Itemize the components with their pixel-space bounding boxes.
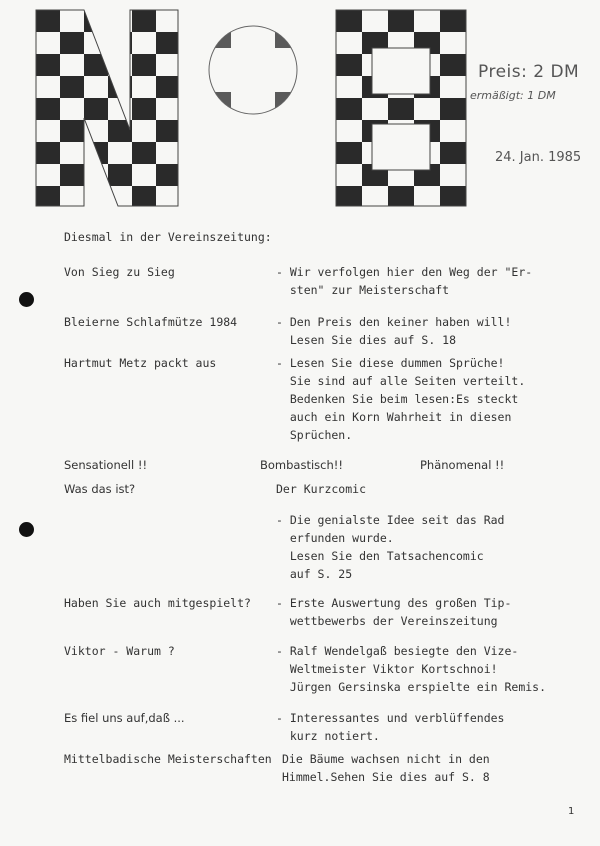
- contents-item-desc: Die Bäume wachsen nicht in den Himmel.Sehen Sie dies auf S. 8: [282, 752, 490, 784]
- page-number: 1: [568, 806, 575, 817]
- contents-item-title: Viktor - Warum ?: [64, 644, 175, 658]
- logo-letter-o: [207, 24, 299, 116]
- bombastic-label: Bombastisch!!: [260, 458, 343, 472]
- contents-item-desc: - Interessantes und verblüffendes kurz notiert.: [276, 711, 505, 743]
- logo-letter-n: [36, 10, 178, 206]
- contents-item-title: Mittelbadische Meisterschaften: [64, 752, 272, 766]
- title-logo: [0, 0, 600, 220]
- reduced-price-label: ermäßigt: 1 DM: [470, 89, 556, 102]
- contents-item-title: Von Sieg zu Sieg: [64, 265, 175, 279]
- contents-item-desc: - Lesen Sie diese dummen Sprüche! Sie sind auf alle Seiten verteilt. Bedenken Sie beim lesen:Es steckt auch ein Korn Wahrheit in diesen Sprüchen.: [276, 356, 526, 442]
- sensational-label: Sensationell !!: [64, 458, 148, 472]
- price-label: Preis: 2 DM: [478, 62, 580, 82]
- contents-item-title: Bleierne Schlafmütze 1984: [64, 315, 238, 329]
- punch-hole: [19, 522, 34, 537]
- comic-description: - Die genialste Idee seit das Rad erfunden wurde. Lesen Sie den Tatsachencomic auf S. 25: [276, 513, 505, 581]
- contents-item-desc: - Erste Auswertung des großen Tip- wettbewerbs der Vereinszeitung: [276, 596, 512, 628]
- contents-heading: Diesmal in der Vereinszeitung:: [64, 230, 272, 244]
- contents-item-desc: - Wir verfolgen hier den Weg der "Er- sten" zur Meisterschaft: [276, 265, 533, 297]
- contents-item-title: Hartmut Metz packt aus: [64, 356, 217, 370]
- issue-date: 24. Jan. 1985: [495, 150, 582, 165]
- contents-item-desc: - Den Preis den keiner haben will! Lesen Sie dies auf S. 18: [276, 315, 512, 347]
- punch-hole: [19, 292, 34, 307]
- contents-item-desc: - Ralf Wendelgaß besiegte den Vize- Weltmeister Viktor Kortschnoi! Jürgen Gersinska erspielte ein Remis.: [276, 644, 547, 694]
- contents-item-title: Es fiel uns auf,daß ...: [64, 711, 185, 725]
- phenomenal-label: Phänomenal !!: [420, 458, 505, 472]
- contents-item-title: Haben Sie auch mitgespielt?: [64, 596, 251, 610]
- kurzcomic-label: Der Kurzcomic: [276, 482, 367, 496]
- what-is-label: Was das ist?: [64, 482, 136, 496]
- logo-letter-block: [336, 10, 466, 206]
